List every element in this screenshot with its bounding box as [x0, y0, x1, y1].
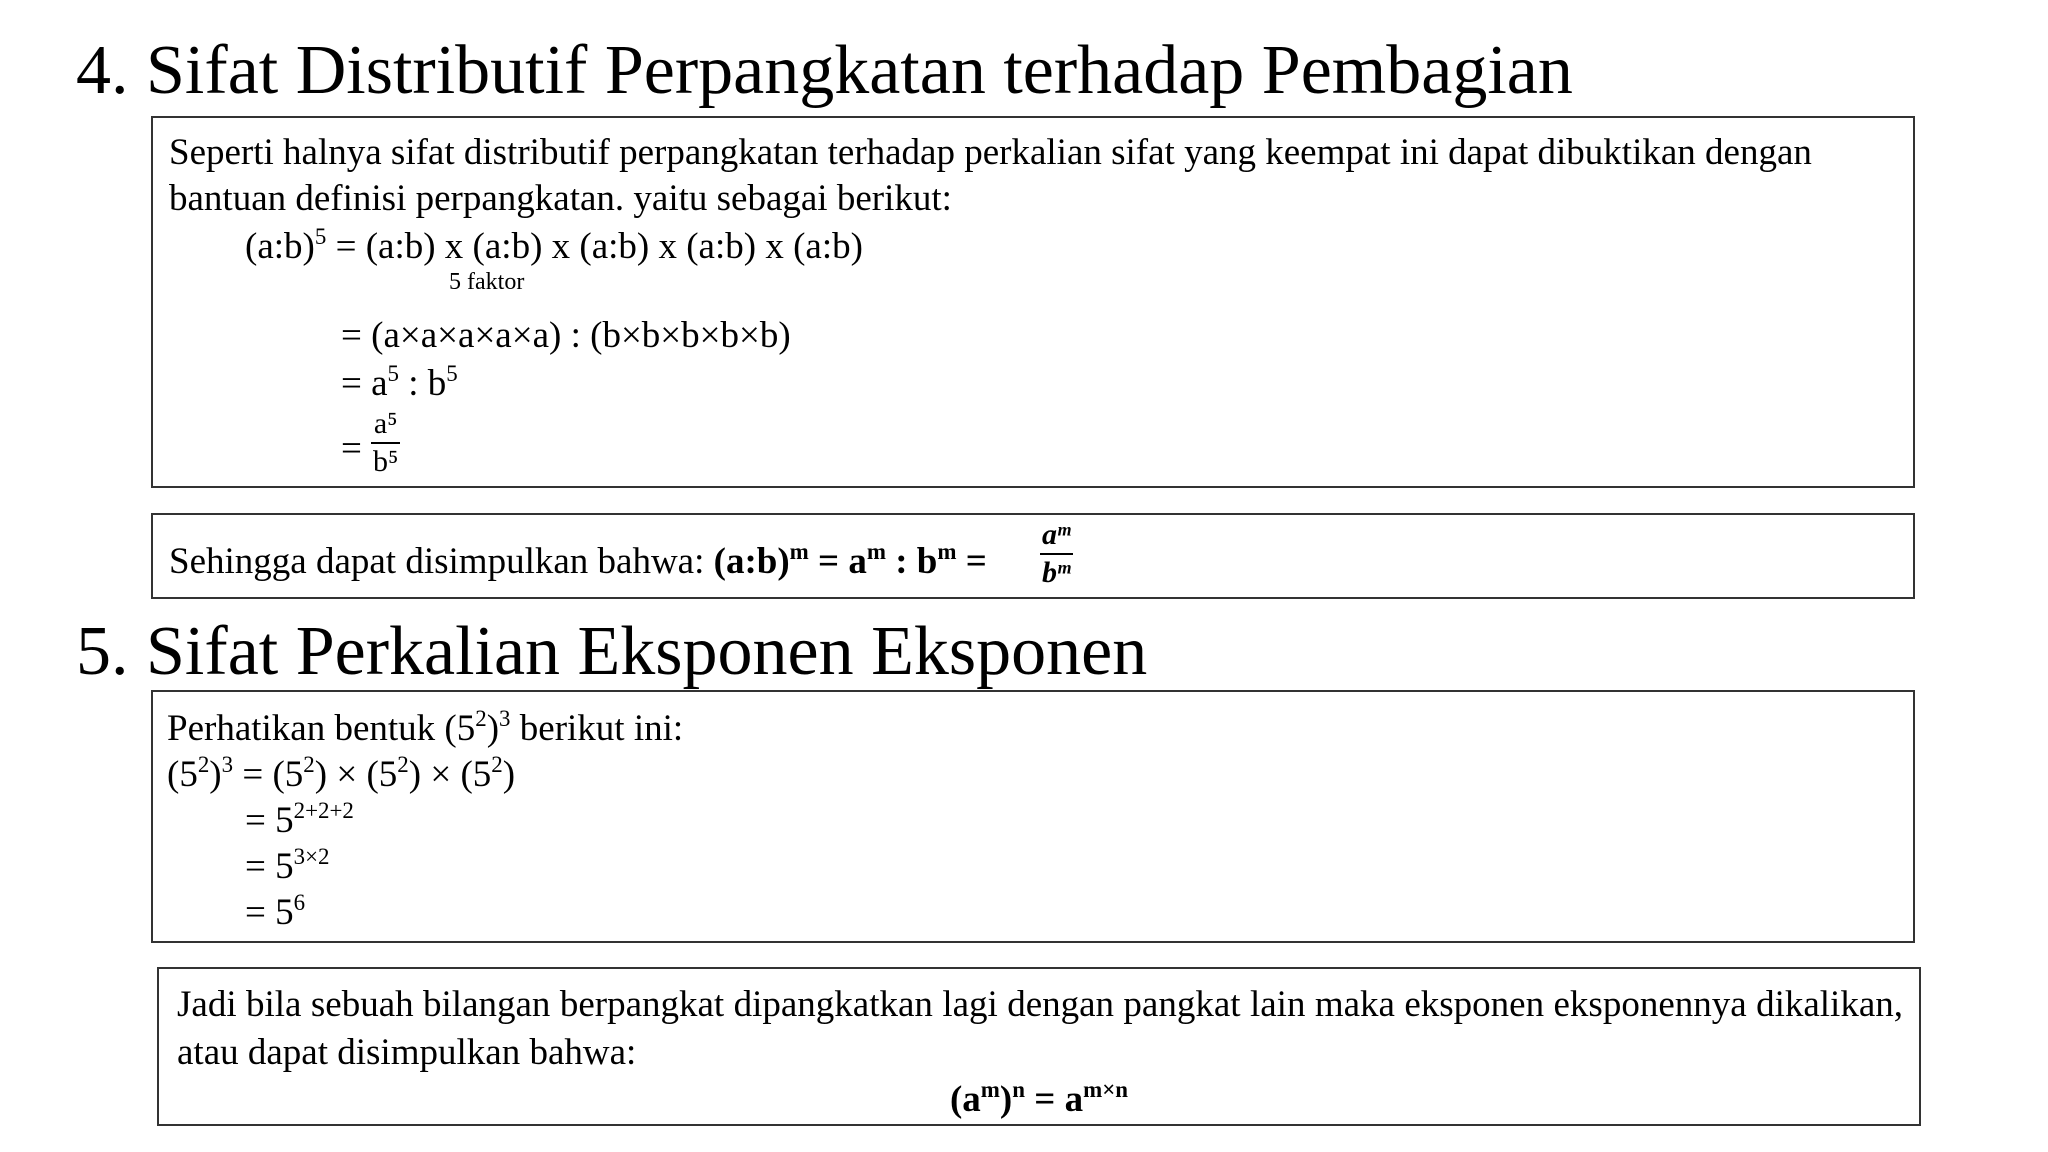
fraction-bar — [371, 442, 400, 444]
line2-e-exp: 2 — [491, 752, 503, 777]
conclusion-4-denominator: bᵐ — [1042, 555, 1071, 589]
line2-b-exp: 3 — [221, 752, 234, 777]
line4-exp: 3×2 — [293, 844, 330, 869]
step4-numerator: a⁵ — [373, 407, 398, 440]
conclusion-4-fraction — [1040, 519, 1073, 588]
line2-c: = (5 — [233, 754, 304, 796]
intro-line-2: bantuan definisi perpangkatan. yaitu sebagai berikut: — [169, 178, 952, 219]
step1-rhs: = (a:b) x (a:b) x (a:b) x (a:b) x (a:b) — [326, 226, 863, 268]
formula-lhs: (a:b) — [713, 541, 790, 583]
line3-base: = 5 — [245, 800, 294, 842]
line5-exp: 6 — [293, 890, 306, 915]
conclusion-4-line — [169, 539, 987, 583]
formula-eq: = — [956, 541, 987, 583]
formula5-mid: ) — [999, 1079, 1013, 1121]
line2-b: ) — [209, 754, 222, 796]
formula-mid1: = a — [808, 541, 867, 583]
formula-exp-a: m — [866, 539, 886, 564]
line4-base: = 5 — [245, 846, 294, 888]
conclusion-box-division — [151, 513, 1915, 599]
step1-factor-note: 5 faktor — [449, 269, 525, 295]
conclusion-box-power-of-power — [157, 967, 1921, 1126]
formula-exp-b: m — [937, 539, 957, 564]
line2-a: (5 — [167, 754, 198, 796]
formula5-base: (a — [949, 1079, 981, 1121]
proof-step-3 — [341, 361, 458, 405]
example-box-power-of-power — [151, 690, 1915, 943]
formula5-exp2: n — [1012, 1077, 1025, 1102]
conclusion-5-text: Jadi bila sebuah bilangan berpangkat dipangkatkan lagi dengan pangkat lain maka eksponen eksponennya dikalikan, atau dapat disimpulkan bahwa: — [177, 984, 1903, 1073]
step1-exp: 5 — [314, 224, 327, 249]
example-line-4 — [245, 844, 330, 888]
line1-exp-outer: 3 — [499, 706, 511, 731]
example-line-3 — [245, 798, 354, 842]
step3-exp-a: 5 — [387, 361, 400, 386]
line2-c-exp: 2 — [303, 752, 315, 777]
line2-d: ) × (5 — [314, 754, 398, 796]
conclusion-4-prefix: Sehingga dapat disimpulkan bahwa: — [169, 541, 714, 583]
step3-exp-b: 5 — [446, 361, 458, 386]
step4-fraction — [371, 408, 400, 477]
line1-post: berikut ini: — [510, 708, 684, 750]
proof-step-1 — [245, 224, 863, 268]
line2-d-exp: 2 — [397, 752, 409, 777]
proof-box-division — [151, 116, 1915, 488]
fraction-bar — [1040, 553, 1073, 555]
example-line-5 — [245, 890, 306, 934]
step4-eq: = — [341, 428, 362, 469]
step3-eq: = a — [341, 363, 388, 405]
conclusion-4-numerator: aᵐ — [1042, 518, 1071, 551]
formula-lhs-exp: m — [789, 539, 809, 564]
line1-pre: Perhatikan bentuk (5 — [167, 708, 476, 750]
line1-mid: ) — [486, 708, 500, 750]
line2-a-exp: 2 — [197, 752, 210, 777]
formula5-exp3: m×n — [1083, 1077, 1129, 1102]
section-5-title: 5. Sifat Perkalian Eksponen Eksponen — [76, 613, 1148, 690]
step1-lhs: (a:b) — [245, 226, 315, 268]
step3-mid: : b — [399, 363, 447, 405]
formula5-eq: = a — [1025, 1079, 1084, 1121]
formula5-exp1: m — [980, 1077, 1000, 1102]
example-line-2 — [167, 752, 516, 796]
line2-e: ) × (5 — [408, 754, 492, 796]
proof-step-2: = (a×a×a×a×a) : (b×b×b×b×b) — [341, 315, 791, 356]
line1-exp-inner: 2 — [475, 706, 487, 731]
intro-line-1: Seperti halnya sifat distributif perpangkatan terhadap perkalian sifat yang keempat ini dapat dibuktikan dengan — [169, 132, 1812, 173]
step4-denominator: b⁵ — [373, 444, 399, 478]
section-4-title: 4. Sifat Distributif Perpangkatan terhadap Pembagian — [76, 32, 1573, 109]
example-line-1 — [167, 706, 684, 750]
conclusion-5-formula — [159, 1077, 1919, 1121]
line3-exp: 2+2+2 — [293, 798, 354, 823]
line5-base: = 5 — [245, 892, 294, 934]
line2-f: ) — [502, 754, 516, 796]
formula-mid2: : b — [885, 541, 938, 583]
